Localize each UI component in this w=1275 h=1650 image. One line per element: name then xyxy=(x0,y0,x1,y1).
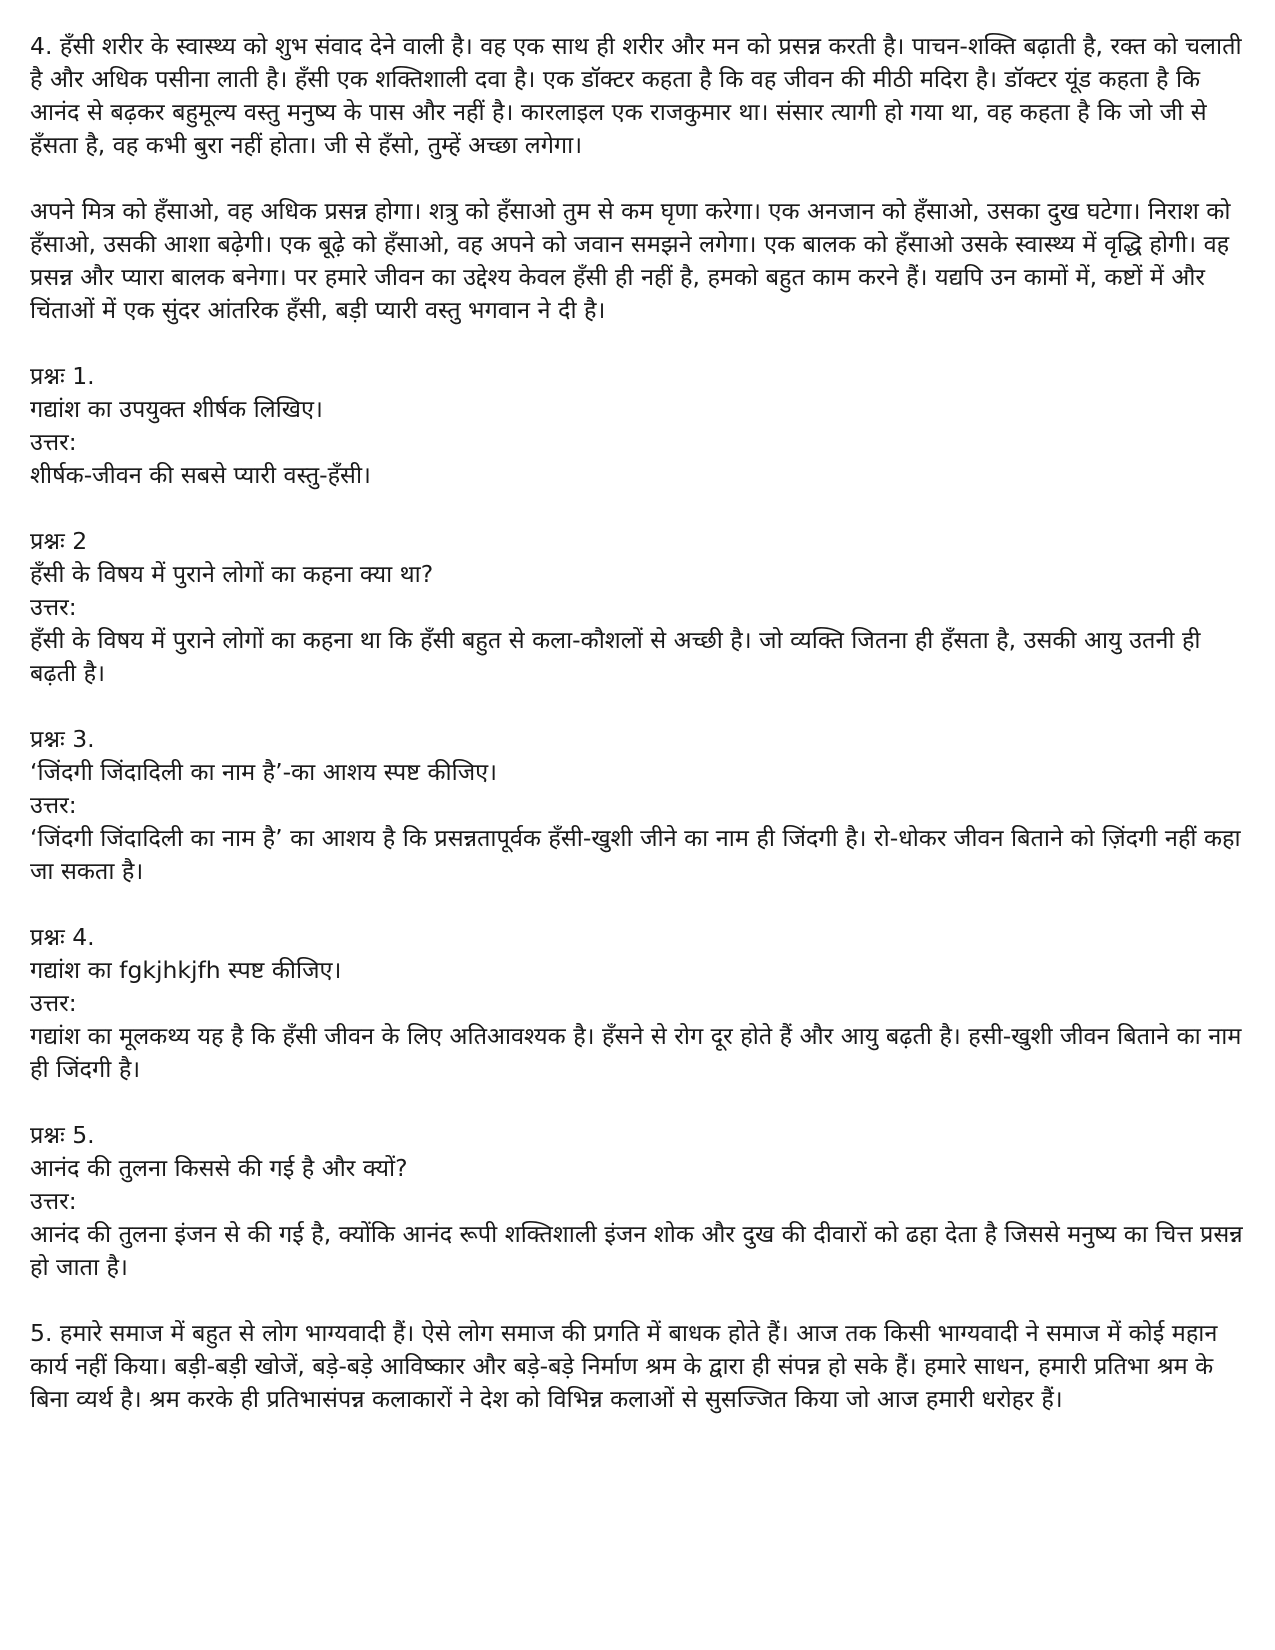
question-label: प्रश्नः 3. xyxy=(30,725,95,753)
question-label: प्रश्नः 5. xyxy=(30,1121,95,1149)
question-text: आनंद की तुलना किससे की गई है और क्यों? xyxy=(30,1154,408,1182)
passage-5-paragraph-1: 5. हमारे समाज में बहुत से लोग भाग्यवादी हैं। ऐसे लोग समाज की प्रगति में बाधक होते हैं। आज तक किसी भाग्यवादी ने समाज में कोई महान कार्य नहीं किया। बड़ी-बड़ी खोजें, बड़े-बड़े आविष्कार और बड़े-बड़े निर्माण श्रम के द्वारा ही संपन्न हो सके हैं। हमारे साधन, हमारी प्रतिभा श्रम के बिना व्यर्थ है। श्रम करके ही प्रतिभासंपन्न कलाकारों ने देश को विभिन्न कलाओं से सुसज्जित किया जो आज हमारी धरोहर हैं। xyxy=(30,1319,1218,1413)
passage-4-paragraph-1: 4. हँसी शरीर के स्वास्थ्य को शुभ संवाद देने वाली है। वह एक साथ ही शरीर और मन को प्रसन्न करती है। पाचन-शक्ति बढ़ाती है, रक्त को चलाती है और अधिक पसीना लाती है। हँसी एक शक्तिशाली दवा है। एक डॉक्टर कहता है कि वह जीवन की मीठी मदिरा है। डॉक्टर यूंड कहता है कि आनंद से बढ़कर बहुमूल्य वस्तु मनुष्य के पास और नहीं है। कारलाइल एक राजकुमार था। संसार त्यागी हो गया था, वह कहता है कि जो जी से हँसता है, वह कभी बुरा नहीं होता। जी से हँसो, तुम्हें अच्छा लगेगा। xyxy=(30,32,1242,159)
document-page xyxy=(30,30,1252,1449)
answer-text: गद्यांश का मूलकथ्य यह है कि हँसी जीवन के लिए अतिआवश्यक है। हँसने से रोग दूर होते हैं और आयु बढ़ती है। हसी-खुशी जीवन बिताने का नाम ही जिंदगी है। xyxy=(30,1022,1242,1083)
passage-4-paragraph-2: अपने मित्र को हँसाओ, वह अधिक प्रसन्न होगा। शत्रु को हँसाओ तुम से कम घृणा करेगा। एक अनजान को हँसाओ, उसका दुख घटेगा। निराश को हँसाओ, उसकी आशा बढ़ेगी। एक बूढ़े को हँसाओ, वह अपने को जवान समझने लगेगा। एक बालक को हँसाओ उसके स्वास्थ्य में वृद्धि होगी। वह प्रसन्न और प्यारा बालक बनेगा। पर हमारे जीवन का उद्देश्य केवल हँसी ही नहीं है, हमको बहुत काम करने हैं। यद्यपि उन कामों में, कष्टों में और चिंताओं में एक सुंदर आंतरिक हँसी, बड़ी प्यारी वस्तु भगवान ने दी है। xyxy=(30,197,1231,324)
question-label: प्रश्नः 4. xyxy=(30,923,95,951)
answer-label: उत्तर: xyxy=(30,1187,77,1215)
answer-text: ‘जिंदगी जिंदादिली का नाम है’ का आशय है कि प्रसन्नतापूर्वक हँसी-खुशी जीने का नाम ही जिंदगी है। रो-धोकर जीवन बिताने को ज़िंदगी नहीं कहा जा सकता है। xyxy=(30,824,1241,885)
answer-text: आनंद की तुलना इंजन से की गई है, क्योंकि आनंद रूपी शक्तिशाली इंजन शोक और दुख की दीवारों को ढहा देता है जिससे मनुष्य का चित्त प्रसन्न हो जाता है। xyxy=(30,1220,1243,1281)
answer-label: उत्तर: xyxy=(30,593,77,621)
question-text: गद्यांश का fgkjhkjfh स्पष्ट कीजिए। xyxy=(30,956,342,984)
answer-label: उत्तर: xyxy=(30,428,77,456)
question-block-2 xyxy=(30,525,1252,690)
answer-label: उत्तर: xyxy=(30,791,77,819)
question-label: प्रश्नः 1. xyxy=(30,362,95,390)
question-block-3 xyxy=(30,723,1252,888)
answer-text: हँसी के विषय में पुराने लोगों का कहना था कि हँसी बहुत से कला-कौशलों से अच्छी है। जो व्यक्ति जितना ही हँसता है, उसकी आयु उतनी ही बढ़ती है। xyxy=(30,626,1201,687)
question-text: गद्यांश का उपयुक्त शीर्षक लिखिए। xyxy=(30,395,323,423)
question-label: प्रश्नः 2 xyxy=(30,527,88,555)
question-text: हँसी के विषय में पुराने लोगों का कहना क्या था? xyxy=(30,560,434,588)
question-block-4 xyxy=(30,921,1252,1086)
question-block-1 xyxy=(30,360,1252,492)
answer-text: शीर्षक-जीवन की सबसे प्यारी वस्तु-हँसी। xyxy=(30,461,371,489)
answer-label: उत्तर: xyxy=(30,989,77,1017)
question-block-5 xyxy=(30,1119,1252,1284)
question-text: ‘जिंदगी जिंदादिली का नाम है’-का आशय स्पष्ट कीजिए। xyxy=(30,758,498,786)
